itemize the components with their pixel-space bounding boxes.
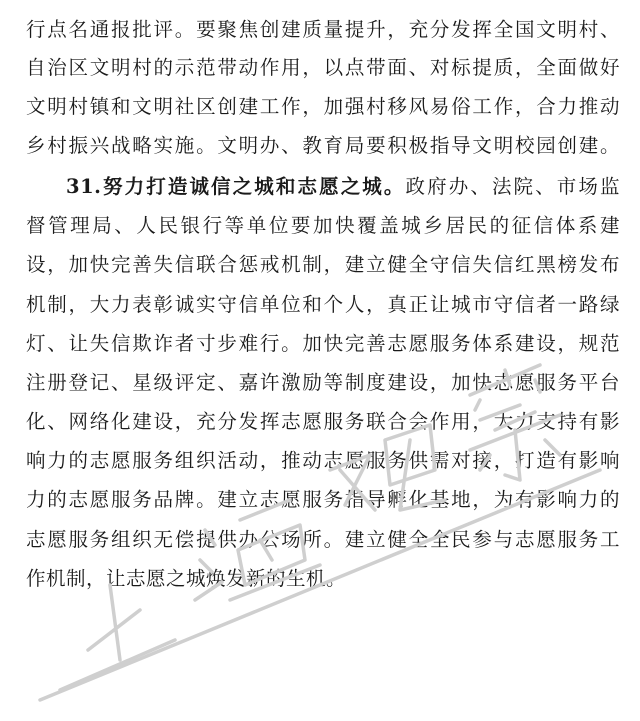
paragraph-line: 化、网络化建设，充分发挥志愿服务联合会作用，大力支持有影 (26, 410, 620, 433)
paragraph-line: 力的志愿服务品牌。建立志愿服务指导孵化基地，为有影响力的 (26, 488, 620, 511)
section-31-first-line-text: 政府办、法院、市场监 (405, 175, 620, 198)
paragraph-line: 行点名通报批评。要聚焦创建质量提升，充分发挥全国文明村、 (26, 18, 620, 41)
paragraph-line: 乡村振兴战略实施。文明办、教育局要积极指导文明校园创建。 (26, 134, 620, 157)
paragraph-line: 机制，大力表彰诚实守信单位和个人，真正让城市守信者一路绿 (26, 293, 620, 316)
paragraph-line: 作机制，让志愿之城焕发新的生机。 (26, 567, 347, 590)
paragraph-line: 志愿服务组织无偿提供办公场所。建立健全全民参与志愿服务工 (26, 528, 620, 551)
paragraph-line: 文明村镇和文明社区创建工作，加强村移风易俗工作，合力推动 (26, 95, 620, 118)
paragraph-line: 响力的志愿服务组织活动，推动志愿服务供需对接，打造有影响 (26, 449, 620, 472)
paragraph-line: 督管理局、人民银行等单位要加快覆盖城乡居民的征信体系建 (26, 214, 620, 237)
section-31-heading: 31.努力打造诚信之城和志愿之城。 (66, 175, 406, 198)
paragraph-line: 自治区文明村的示范带动作用，以点带面、对标提质，全面做好 (26, 56, 620, 79)
paragraph-line: 设，加快完善失信联合惩戒机制，建立健全守信失信红黑榜发布 (26, 253, 620, 276)
paragraph-line: 灯、让失信欺诈者寸步难行。加快完善志愿服务体系建设，规范 (26, 332, 620, 355)
paragraph-line: 注册登记、星级评定、嘉许激励等制度建设，加快志愿服务平台 (26, 371, 620, 394)
section-31-first-line (66, 171, 620, 203)
